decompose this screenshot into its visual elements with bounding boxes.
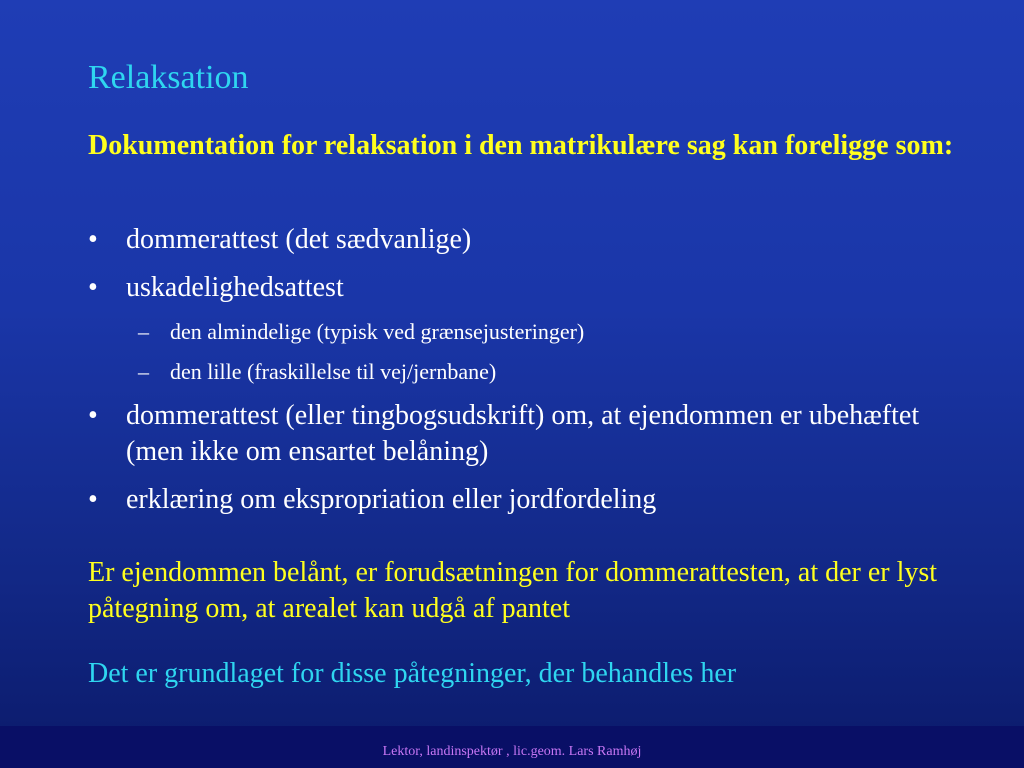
footer-credit: Lektor, landinspektør , lic.geom. Lars Ramhøj	[382, 744, 642, 759]
sub-bullet-item	[88, 318, 968, 346]
slide-heading: Dokumentation for relaksation i den matrikulære sag kan foreligge som:	[88, 130, 954, 161]
sub-bullet-marker: –	[138, 319, 149, 344]
bullet-marker: •	[88, 484, 98, 515]
bullet-item	[88, 398, 968, 470]
bullet-marker: •	[88, 400, 98, 431]
bullet-text: uskadelighedsattest	[126, 272, 344, 303]
sub-bullet-text: den almindelige (typisk ved grænsejusteringer)	[170, 319, 585, 344]
sub-bullet-item	[88, 358, 968, 386]
bullet-list	[88, 222, 968, 530]
conclusion-paragraph: Er ejendommen belånt, er forudsætningen for dommerattesten, at der er lyst påtegning om, at arealet kan udgå af pantet	[88, 557, 938, 624]
bullet-text: erklæring om ekspropriation eller jordfordeling	[126, 484, 657, 515]
sub-bullet-text: den lille (fraskillelse til vej/jernbane)	[170, 359, 497, 384]
sub-bullet-marker: –	[138, 359, 149, 384]
slide-title: Relaksation	[88, 59, 249, 96]
bullet-item	[88, 482, 968, 518]
bullet-item	[88, 270, 968, 306]
bullet-marker: •	[88, 224, 98, 255]
summary-paragraph: Det er grundlaget for disse påtegninger, der behandles her	[88, 658, 737, 689]
bullet-item	[88, 222, 968, 258]
bullet-text: dommerattest (eller tingbogsudskrift) om, at ejendommen er ubehæftet (men ikke om ensartet belåning)	[126, 400, 920, 467]
bullet-text: dommerattest (det sædvanlige)	[126, 224, 472, 255]
bullet-marker: •	[88, 272, 98, 303]
